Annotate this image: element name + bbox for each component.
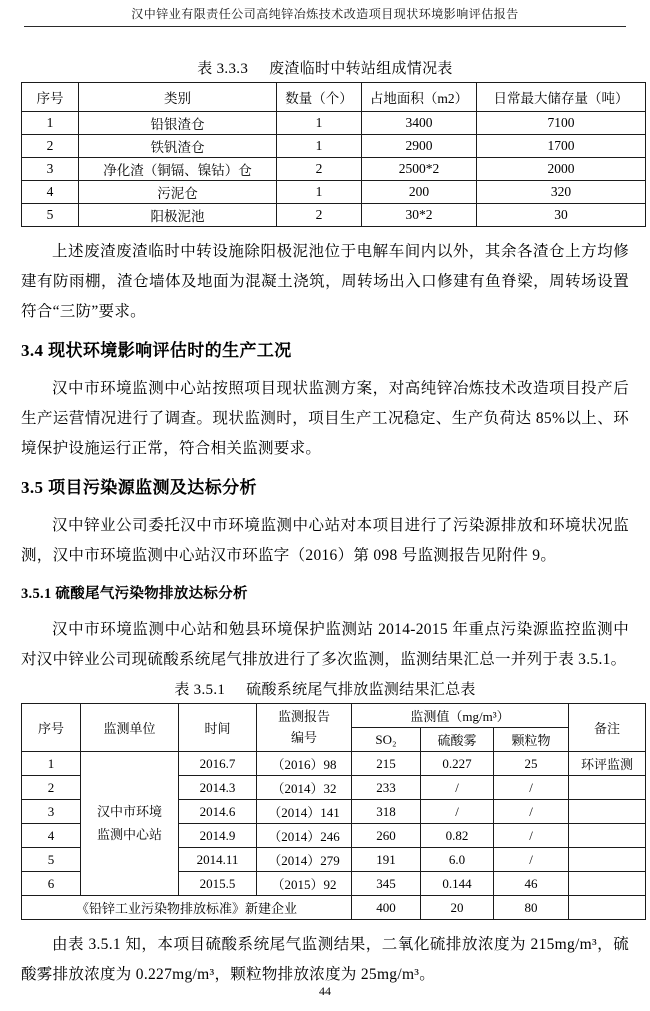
table-header-row — [22, 83, 646, 112]
cell-max-storage: 2000 — [477, 158, 646, 181]
cell-category: 污泥仓 — [79, 181, 277, 204]
table-row — [22, 181, 646, 204]
monitoring-unit-label: 汉中市环境监测中心站 — [96, 804, 162, 842]
table-3-5-1-title-label: 表 3.5.1 — [174, 682, 226, 698]
col-header-time: 时间 — [179, 704, 257, 752]
cell-category: 阳极泥池 — [79, 204, 277, 227]
page-number: 44 — [319, 984, 331, 998]
cell-particulate: / — [494, 800, 569, 824]
acid-tail-gas-monitoring-table — [21, 703, 646, 920]
cell-note — [569, 872, 646, 896]
cell-seq: 3 — [22, 800, 81, 824]
col-header-so2: SO₂ — [352, 728, 421, 752]
cell-quantity: 1 — [277, 112, 362, 135]
cell-particulate: / — [494, 848, 569, 872]
table-3-5-1-title-text: 硫酸系统尾气排放监测结果汇总表 — [246, 682, 476, 698]
cell-particulate: / — [494, 776, 569, 800]
standard-limit-row — [22, 896, 646, 920]
standard-note — [569, 896, 646, 920]
paragraph-3-5-1: 汉中市环境监测中心站和勉县环境保护监测站 2014-2015 年重点污染源监控监测中对汉中锌业公司现硫酸系统尾气排放进行了多次监测，监测结果汇总一并列于表 3.5.1。 — [21, 621, 629, 668]
col-header-report-no — [257, 704, 352, 752]
cell-category: 净化渣（铜镉、镍钴）仓 — [79, 158, 277, 181]
cell-seq: 3 — [22, 158, 79, 181]
cell-note — [569, 800, 646, 824]
cell-max-storage: 1700 — [477, 135, 646, 158]
cell-note — [569, 776, 646, 800]
cell-report-no: （2014）32 — [257, 776, 352, 800]
cell-seq: 2 — [22, 135, 79, 158]
cell-report-no: （2014）279 — [257, 848, 352, 872]
cell-time: 2014.3 — [179, 776, 257, 800]
cell-quantity: 1 — [277, 135, 362, 158]
col-header-value-group: 监测值（mg/m³） — [352, 704, 569, 728]
table-3-3-3-title-label: 表 3.3.3 — [197, 61, 249, 77]
cell-so2: 345 — [352, 872, 421, 896]
cell-so2: 260 — [352, 824, 421, 848]
cell-acid-mist: 0.227 — [421, 752, 494, 776]
cell-report-no: （2014）141 — [257, 800, 352, 824]
paragraph-waste-transfer: 上述废渣废渣临时中转设施除阳极泥池位于电解车间内以外，其余各渣仓上方均修建有防雨棚，渣仓墙体及地面为混凝土浇筑，周转场出入口修建有鱼脊梁，周转场设置符合“三防”要求。 — [21, 243, 629, 320]
standard-particulate: 80 — [494, 896, 569, 920]
section-heading-3-5-1: 3.5.1 硫酸尾气污染物排放达标分析 — [21, 586, 248, 602]
col-header-unit: 监测单位 — [81, 704, 179, 752]
col-header-seq: 序号 — [22, 704, 81, 752]
standard-acid-mist: 20 — [421, 896, 494, 920]
cell-acid-mist: / — [421, 800, 494, 824]
cell-seq: 4 — [22, 824, 81, 848]
cell-acid-mist: / — [421, 776, 494, 800]
paragraph-3-5: 汉中锌业公司委托汉中市环境监测中心站对本项目进行了污染源排放和环境状况监测，汉中市环境监测中心站汉市环监字（2016）第 098 号监测报告见附件 9。 — [21, 517, 629, 564]
cell-area: 2500*2 — [362, 158, 477, 181]
cell-area: 3400 — [362, 112, 477, 135]
table-3-5-1-title — [21, 680, 629, 700]
table-row — [22, 752, 646, 776]
col-header-category: 类别 — [79, 83, 277, 112]
cell-category: 铅银渣仓 — [79, 112, 277, 135]
header-divider — [24, 26, 626, 27]
paragraph-3-4: 汉中市环境监测中心站按照项目现状监测方案，对高纯锌冶炼技术改造项目投产后生产运营情况进行了调查。现状监测时，项目生产工况稳定、生产负荷达 85%以上、环境保护设施运行正常，符合相关监测要求。 — [21, 380, 629, 457]
cell-particulate: 46 — [494, 872, 569, 896]
standard-label: 《铅锌工业污染物排放标准》新建企业 — [22, 896, 352, 920]
cell-so2: 233 — [352, 776, 421, 800]
cell-seq: 5 — [22, 204, 79, 227]
standard-so2: 400 — [352, 896, 421, 920]
cell-report-no: （2016）98 — [257, 752, 352, 776]
cell-seq: 2 — [22, 776, 81, 800]
cell-so2: 191 — [352, 848, 421, 872]
cell-monitoring-unit — [81, 752, 179, 896]
cell-note — [569, 848, 646, 872]
cell-time: 2015.5 — [179, 872, 257, 896]
cell-note: 环评监测 — [569, 752, 646, 776]
document-header-title: 汉中锌业有限责任公司高纯锌冶炼技术改造项目现状环境影响评估报告 — [131, 7, 519, 21]
cell-acid-mist: 0.82 — [421, 824, 494, 848]
paragraph-conclusion: 由表 3.5.1 知，本项目硫酸系统尾气监测结果，二氧化硫排放浓度为 215mg/m³，硫酸雾排放浓度为 0.227mg/m³，颗粒物排放浓度为 25mg/m³。 — [21, 936, 629, 983]
cell-max-storage: 30 — [477, 204, 646, 227]
report-no-label: 监测报告编号 — [277, 709, 330, 745]
cell-time: 2016.7 — [179, 752, 257, 776]
cell-seq: 1 — [22, 112, 79, 135]
cell-acid-mist: 6.0 — [421, 848, 494, 872]
col-header-area: 占地面积（m2） — [362, 83, 477, 112]
waste-transfer-station-table — [21, 82, 646, 227]
col-header-acid-mist: 硫酸雾 — [421, 728, 494, 752]
table-3-3-3-title — [21, 59, 629, 79]
cell-seq: 1 — [22, 752, 81, 776]
table-row — [22, 158, 646, 181]
cell-quantity: 2 — [277, 158, 362, 181]
cell-max-storage: 320 — [477, 181, 646, 204]
cell-note — [569, 824, 646, 848]
table-row — [22, 135, 646, 158]
cell-area: 2900 — [362, 135, 477, 158]
col-header-note: 备注 — [569, 704, 646, 752]
col-header-seq: 序号 — [22, 83, 79, 112]
cell-time: 2014.9 — [179, 824, 257, 848]
table-3-3-3-title-text: 废渣临时中转站组成情况表 — [269, 61, 453, 77]
cell-seq: 6 — [22, 872, 81, 896]
cell-seq: 4 — [22, 181, 79, 204]
table-row — [22, 204, 646, 227]
col-header-max-storage: 日常最大储存量（吨） — [477, 83, 646, 112]
cell-particulate: / — [494, 824, 569, 848]
cell-particulate: 25 — [494, 752, 569, 776]
cell-acid-mist: 0.144 — [421, 872, 494, 896]
cell-report-no: （2014）246 — [257, 824, 352, 848]
table-row — [22, 112, 646, 135]
cell-quantity: 1 — [277, 181, 362, 204]
cell-so2: 215 — [352, 752, 421, 776]
col-header-particulate: 颗粒物 — [494, 728, 569, 752]
cell-time: 2014.11 — [179, 848, 257, 872]
cell-report-no: （2015）92 — [257, 872, 352, 896]
section-heading-3-5: 3.5 项目污染源监测及达标分析 — [21, 478, 257, 497]
cell-seq: 5 — [22, 848, 81, 872]
cell-area: 200 — [362, 181, 477, 204]
cell-time: 2014.6 — [179, 800, 257, 824]
cell-so2: 318 — [352, 800, 421, 824]
col-header-quantity: 数量（个） — [277, 83, 362, 112]
cell-quantity: 2 — [277, 204, 362, 227]
cell-category: 铁钒渣仓 — [79, 135, 277, 158]
cell-max-storage: 7100 — [477, 112, 646, 135]
section-heading-3-4: 3.4 现状环境影响评估时的生产工况 — [21, 341, 292, 360]
table-header-row — [22, 704, 646, 728]
cell-area: 30*2 — [362, 204, 477, 227]
